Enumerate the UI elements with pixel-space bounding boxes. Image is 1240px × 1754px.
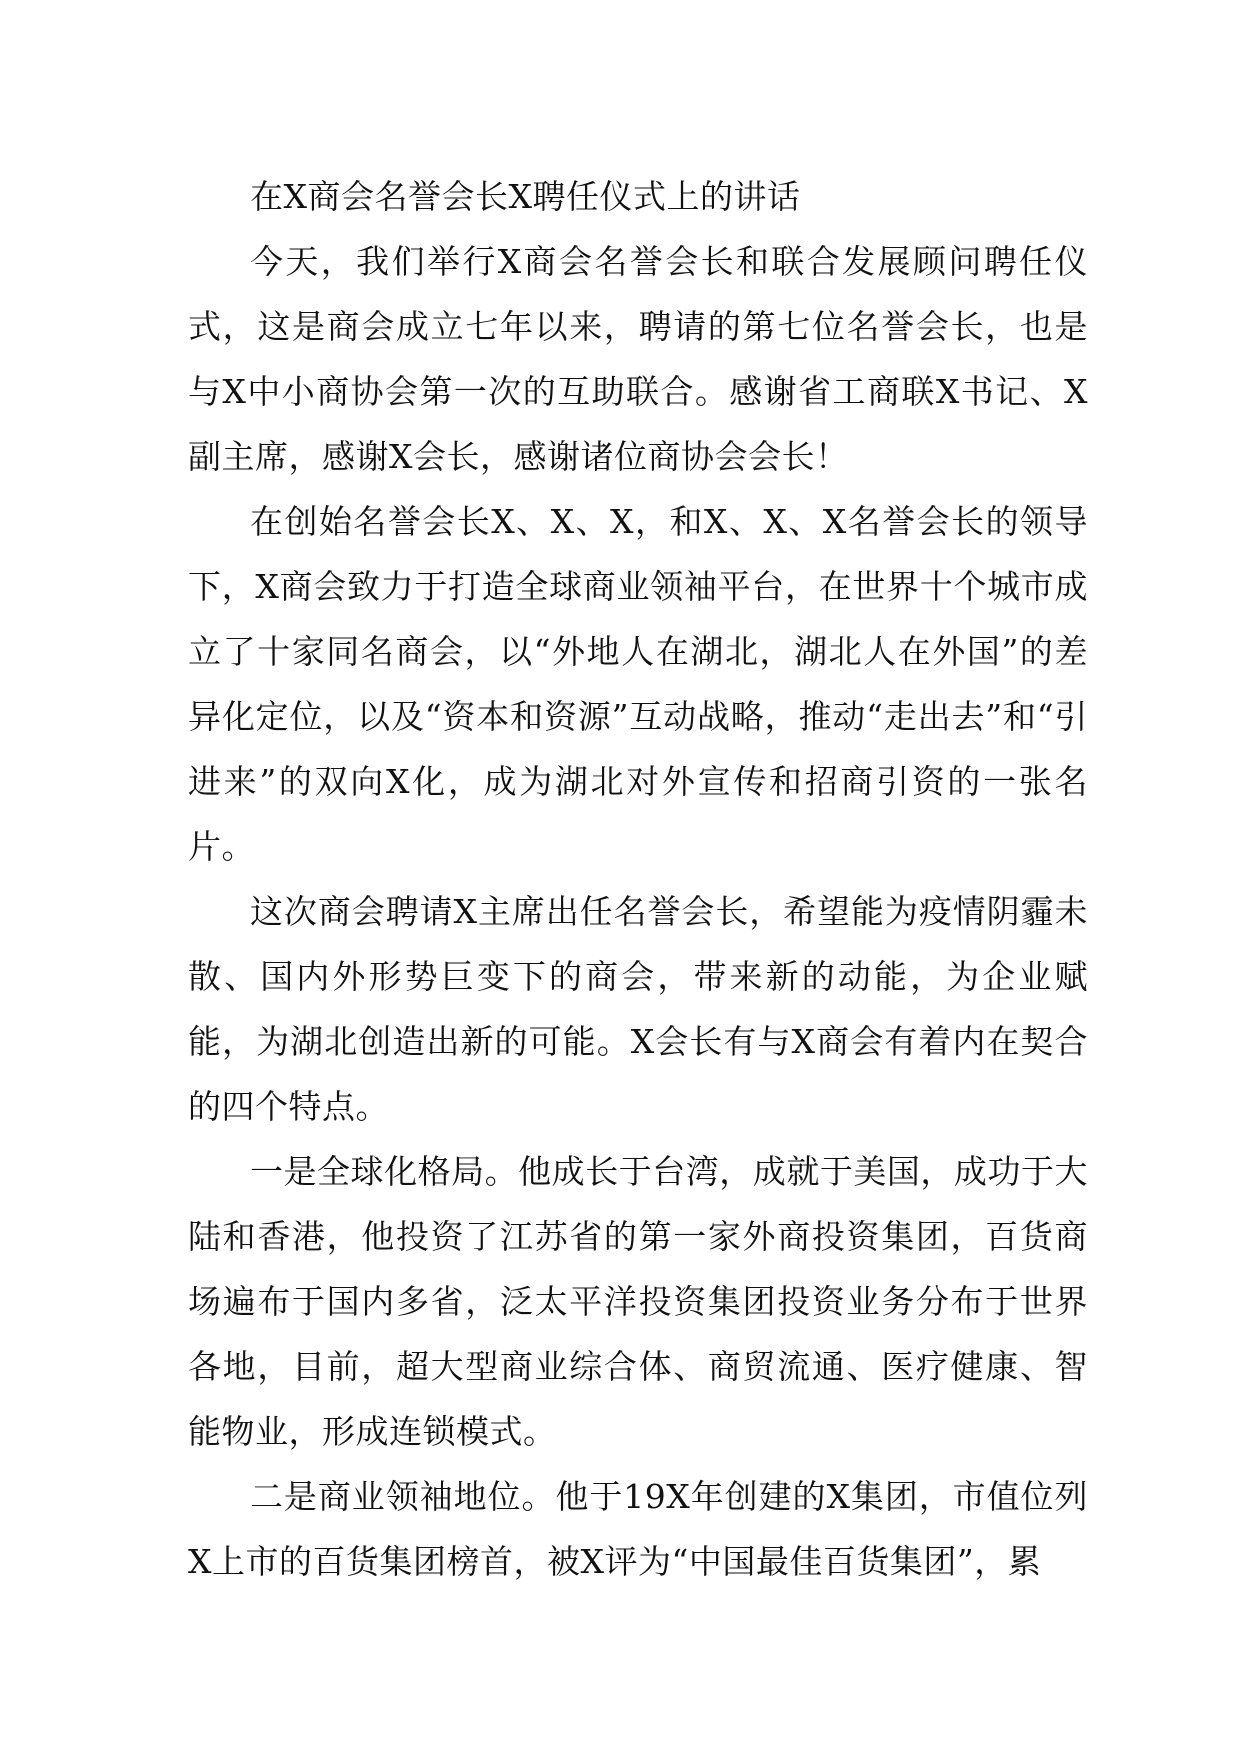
paragraph-opening: 今天，我们举行X商会名誉会长和联合发展顾问聘任仪式，这是商会成立七年以来，聘请的第七位名誉会长，也是与X中小商协会第一次的互助联合。感谢省工商联X书记、X副主席，感谢X会长，感谢诸位商协会会长！: [188, 242, 1088, 476]
document-title: 在X商会名誉会长X聘任仪式上的讲话: [250, 177, 801, 216]
document-body: [188, 164, 1088, 1594]
paragraph-point-one: 一是全球化格局。他成长于台湾，成就于美国，成功于大陆和香港，他投资了江苏省的第一家外商投资集团，百货商场遍布于国内多省，泛太平洋投资集团投资业务分布于世界各地，目前，超大型商业综合体、商贸流通、医疗健康、智能物业，形成连锁模式。: [188, 1152, 1088, 1451]
paragraph-background: 在创始名誉会长X、X、X，和X、X、X名誉会长的领导下，X商会致力于打造全球商业领袖平台，在世界十个城市成立了十家同名商会，以“外地人在湖北，湖北人在外国”的差异化定位，以及“资本和资源”互动战略，推动“走出去”和“引进来”的双向X化，成为湖北对外宣传和招商引资的一张名片。: [188, 502, 1088, 866]
paragraph-point-two: 二是商业领袖地位。他于19X年创建的X集团，市值位列X上市的百货集团榜首，被X评为“中国最佳百货集团”，累: [188, 1477, 1088, 1581]
paragraph-purpose: 这次商会聘请X主席出任名誉会长，希望能为疫情阴霾未散、国内外形势巨变下的商会，带来新的动能，为企业赋能，为湖北创造出新的可能。X会长有与X商会有着内在契合的四个特点。: [188, 892, 1088, 1126]
